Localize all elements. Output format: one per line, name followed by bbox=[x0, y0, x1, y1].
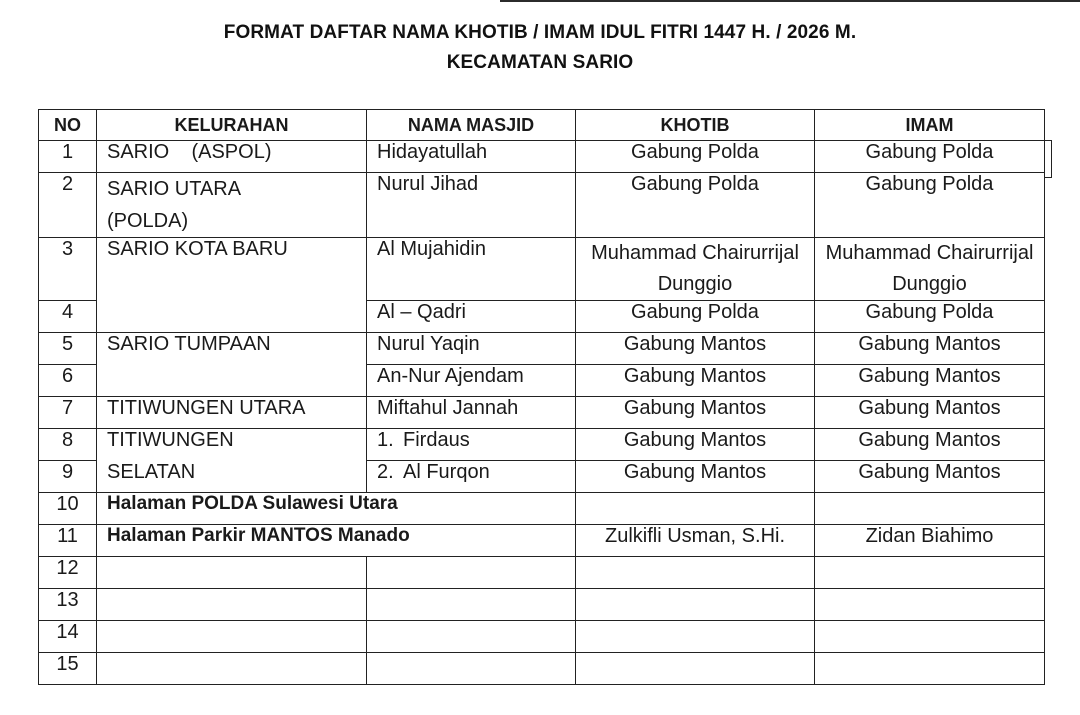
row-number: 11 bbox=[39, 525, 97, 557]
imam-cell: Gabung Mantos bbox=[815, 461, 1045, 493]
masjid-cell: Hidayatullah bbox=[367, 141, 576, 173]
kelurahan-cell bbox=[97, 557, 367, 589]
masjid-cell bbox=[367, 589, 576, 621]
imam-cell: Gabung Mantos bbox=[815, 333, 1045, 365]
imam-cell bbox=[815, 621, 1045, 653]
table-row bbox=[39, 493, 1045, 525]
row-number: 10 bbox=[39, 493, 97, 525]
khotib-cell: Gabung Mantos bbox=[576, 333, 815, 365]
masjid-cell: Nurul Jihad bbox=[367, 173, 576, 238]
khotib-cell: Gabung Polda bbox=[576, 173, 815, 238]
row-number: 12 bbox=[39, 557, 97, 589]
masjid-cell: Miftahul Jannah bbox=[367, 397, 576, 429]
document-subtitle: KECAMATAN SARIO bbox=[446, 52, 634, 73]
table-row bbox=[39, 525, 1045, 557]
khotib-cell: Gabung Polda bbox=[576, 301, 815, 333]
table-header-row bbox=[39, 110, 1045, 141]
masjid-cell bbox=[367, 557, 576, 589]
kelurahan-cell: SARIO (ASPOL) bbox=[97, 141, 367, 173]
list-number: 1. bbox=[377, 429, 394, 451]
table-row bbox=[39, 333, 1045, 365]
imam-cell: Gabung Mantos bbox=[815, 397, 1045, 429]
table-row bbox=[39, 141, 1045, 173]
imam-cell: Gabung Mantos bbox=[815, 429, 1045, 461]
khotib-cell bbox=[576, 493, 815, 525]
imam-cell bbox=[815, 493, 1045, 525]
row-number: 8 bbox=[39, 429, 97, 461]
khotib-cell: Gabung Mantos bbox=[576, 429, 815, 461]
list-number: 2. bbox=[377, 461, 394, 483]
row-number: 15 bbox=[39, 653, 97, 685]
row-number: 2 bbox=[39, 173, 97, 238]
masjid-cell: Al – Qadri bbox=[367, 301, 576, 333]
kelurahan-cell: TITIWUNGEN bbox=[97, 429, 367, 461]
table-row bbox=[39, 557, 1045, 589]
kelurahan-cell bbox=[97, 653, 367, 685]
khotib-cell bbox=[576, 621, 815, 653]
imam-cell: Gabung Polda bbox=[815, 173, 1045, 238]
khotib-cell bbox=[576, 557, 815, 589]
imam-cell: Muhammad Chairurrijal Dunggio bbox=[815, 238, 1045, 301]
masjid-cell: Nurul Yaqin bbox=[367, 333, 576, 365]
row-number: 13 bbox=[39, 589, 97, 621]
header-khotib: KHOTIB bbox=[576, 110, 815, 141]
masjid-cell: Al Mujahidin bbox=[367, 238, 576, 301]
row-number: 9 bbox=[39, 461, 97, 493]
khotib-cell: Zulkifli Usman, S.Hi. bbox=[576, 525, 815, 557]
masjid-cell: An-Nur Ajendam bbox=[367, 365, 576, 397]
table-row bbox=[39, 621, 1045, 653]
table-row bbox=[39, 653, 1045, 685]
kelurahan-cell bbox=[97, 621, 367, 653]
row-number: 1 bbox=[39, 141, 97, 173]
khotib-cell: Gabung Mantos bbox=[576, 365, 815, 397]
location-cell: Halaman POLDA Sulawesi Utara bbox=[97, 493, 576, 525]
imam-cell bbox=[815, 557, 1045, 589]
row-number: 3 bbox=[39, 238, 97, 301]
header-kelurahan: KELURAHAN bbox=[97, 110, 367, 141]
header-imam: IMAM bbox=[815, 110, 1045, 141]
khotib-cell: Gabung Mantos bbox=[576, 461, 815, 493]
masjid-name: Al Furqon bbox=[403, 461, 490, 483]
imam-cell: Gabung Polda bbox=[815, 301, 1045, 333]
table-row bbox=[39, 461, 1045, 493]
imam-cell bbox=[815, 653, 1045, 685]
table-row bbox=[39, 238, 1045, 301]
masjid-name: Firdaus bbox=[403, 429, 470, 451]
khotib-cell bbox=[576, 589, 815, 621]
khotib-imam-table bbox=[38, 109, 1045, 685]
masjid-cell bbox=[367, 621, 576, 653]
kelurahan-cell: SARIO UTARA (POLDA) bbox=[97, 173, 367, 238]
masjid-cell bbox=[367, 461, 576, 493]
imam-cell: Gabung Polda bbox=[815, 141, 1045, 173]
row-number: 14 bbox=[39, 621, 97, 653]
masjid-cell bbox=[367, 653, 576, 685]
masjid-cell bbox=[367, 429, 576, 461]
kelurahan-cell bbox=[97, 589, 367, 621]
row-number: 6 bbox=[39, 365, 97, 397]
kelurahan-cell: SELATAN bbox=[97, 461, 367, 493]
imam-cell: Gabung Mantos bbox=[815, 365, 1045, 397]
table-row bbox=[39, 429, 1045, 461]
top-border-line bbox=[500, 0, 1080, 2]
kelurahan-cell: SARIO KOTA BARU bbox=[97, 238, 367, 333]
kelurahan-cell: TITIWUNGEN UTARA bbox=[97, 397, 367, 429]
imam-cell: Zidan Biahimo bbox=[815, 525, 1045, 557]
table-row bbox=[39, 173, 1045, 238]
khotib-cell: Gabung Mantos bbox=[576, 397, 815, 429]
location-cell: Halaman Parkir MANTOS Manado bbox=[97, 525, 576, 557]
row-number: 7 bbox=[39, 397, 97, 429]
header-no: NO bbox=[39, 110, 97, 141]
kelurahan-cell: SARIO TUMPAAN bbox=[97, 333, 367, 397]
khotib-cell: Muhammad Chairurrijal Dunggio bbox=[576, 238, 815, 301]
table-row bbox=[39, 589, 1045, 621]
khotib-cell: Gabung Polda bbox=[576, 141, 815, 173]
document-title: FORMAT DAFTAR NAMA KHOTIB / IMAM IDUL FITRI 1447 H. / 2026 M. bbox=[223, 22, 857, 43]
row-number: 4 bbox=[39, 301, 97, 333]
table-row bbox=[39, 397, 1045, 429]
row-number: 5 bbox=[39, 333, 97, 365]
imam-cell bbox=[815, 589, 1045, 621]
khotib-cell bbox=[576, 653, 815, 685]
cell-border-artifact bbox=[1044, 140, 1052, 178]
header-nama-masjid: NAMA MASJID bbox=[367, 110, 576, 141]
